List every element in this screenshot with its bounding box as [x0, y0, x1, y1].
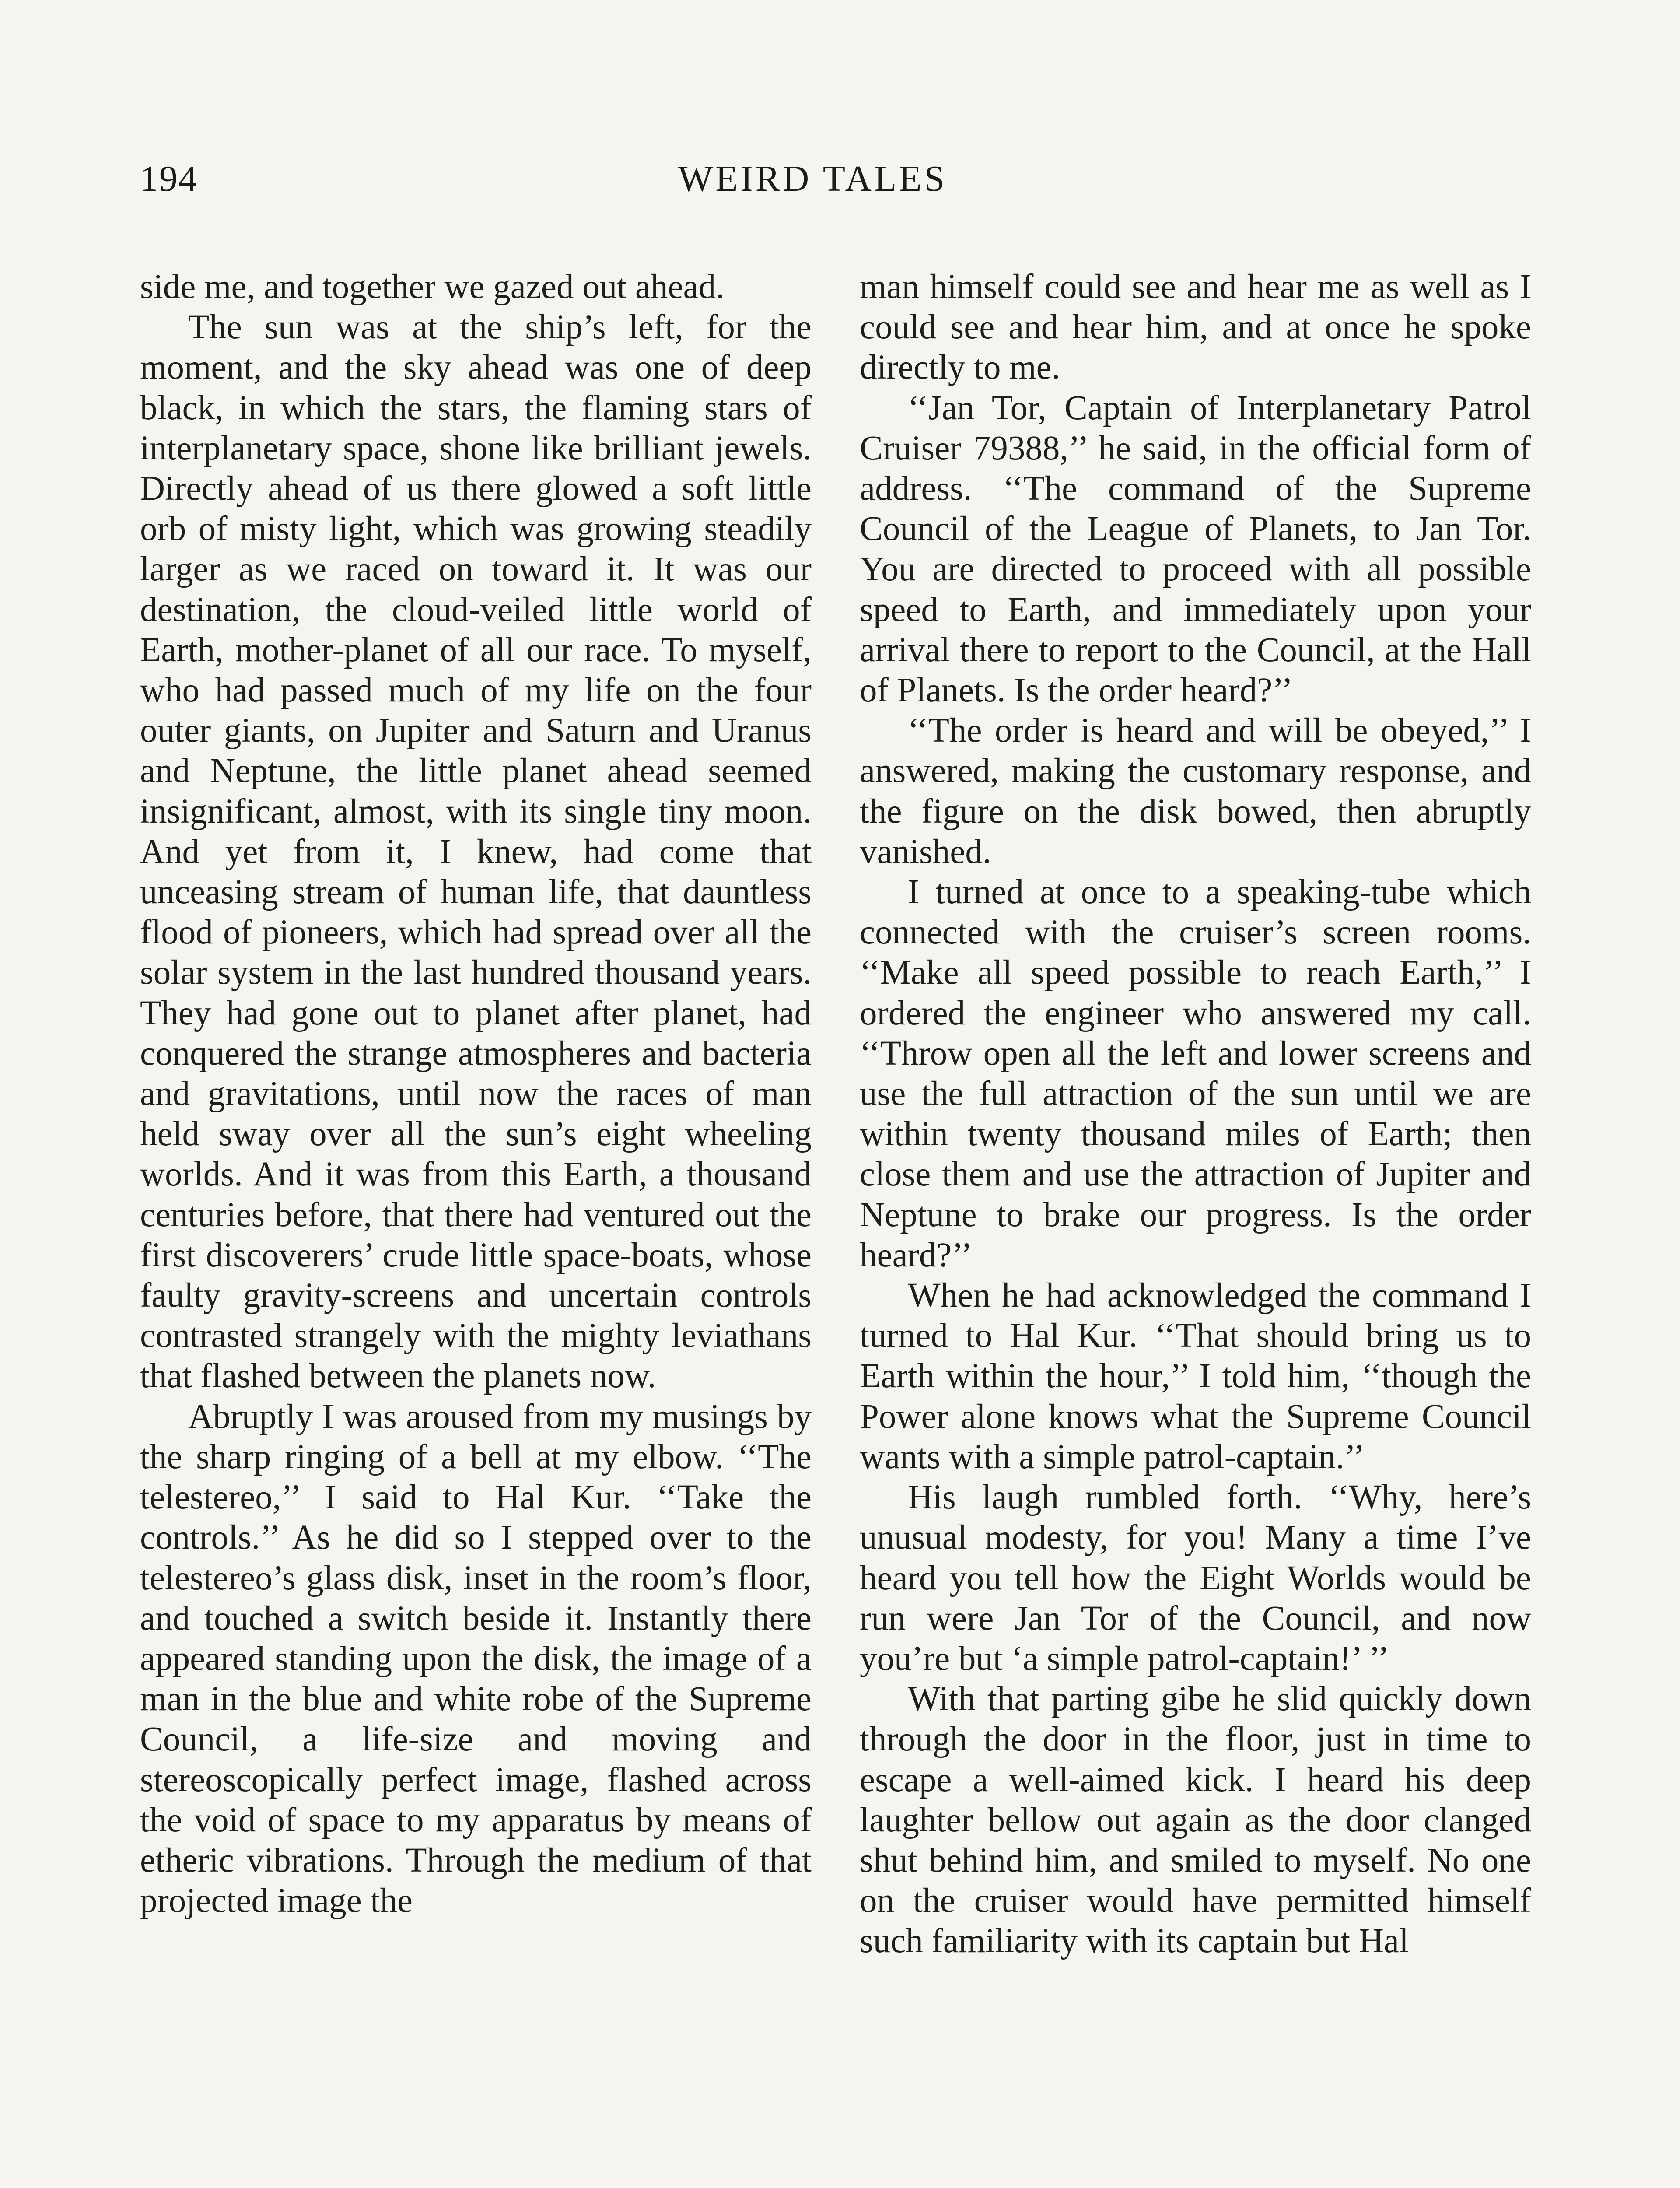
- paragraph: man himself could see and hear me as well as I could see and hear him, and at once he spoke directly to me.: [860, 268, 1531, 387]
- paragraph: His laugh rumbled forth. ‘‘Why, here’s unusual modesty, for you! Many a time I’ve heard you tell how the Eight Worlds would be run were Jan Tor of the Council, and now you’re but ‘a simple patrol-captain!’ ’’: [860, 1478, 1531, 1678]
- running-title: WEIRD TALES: [678, 158, 948, 199]
- paragraph: When he had acknowledged the command I turned to Hal Kur. ‘‘That should bring us to Earth within the hour,’’ I told him, ‘‘though the Power alone knows what the Supreme Council wants with a simple patrol-captain.’’: [860, 1276, 1531, 1476]
- paragraph: side me, and together we gazed out ahead.: [140, 268, 724, 306]
- left-column: [140, 267, 812, 2188]
- text-columns: [140, 267, 1549, 2188]
- paragraph: I turned at once to a speaking-tube which connected with the cruiser’s screen rooms. ‘‘Make all speed possible to reach Earth,’’ I ordered the engineer who answered my call. ‘‘Throw open all the left and lower screens and use the full attraction of the sun until we are within twenty thousand miles of Earth; then close them and use the attraction of Jupiter and Neptune to brake our progress. Is the order heard?’’: [860, 873, 1531, 1274]
- page-header: [140, 158, 1549, 219]
- paragraph: Abruptly I was aroused from my musings by the sharp ringing of a bell at my elbow. ‘‘The telestereo,’’ I said to Hal Kur. ‘‘Take the controls.’’ As he did so I stepped over to the telestereo’s glass disk, inset in the room’s floor, and touched a switch beside it. Instantly there appeared standing upon the disk, the image of a man in the blue and white robe of the Supreme Council, a life-size and moving and stereoscopically perfect image, flashed across the void of space to my apparatus by means of etheric vibrations. Through the medium of that projected image the: [140, 1397, 812, 1920]
- paragraph: The sun was at the ship’s left, for the moment, and the sky ahead was one of deep black, in which the stars, the flaming stars of interplanetary space, shone like brilliant jewels. Directly ahead of us there glowed a soft little orb of misty light, which was growing steadily larger as we raced on toward it. It was our destination, the cloud-veiled little world of Earth, mother-planet of all our race. To myself, who had passed much of my life on the four outer giants, on Jupiter and Saturn and Uranus and Neptune, the little planet ahead seemed insignificant, almost, with its single tiny moon. And yet from it, I knew, had come that unceasing stream of human life, that dauntless flood of pioneers, which had spread over all the solar system in the last hundred thousand years. They had gone out to planet after planet, had conquered the strange atmospheres and bacteria and gravitations, until now the races of man held sway over all the sun’s eight wheeling worlds. And it was from this Earth, a thousand centuries before, that there had ventured out the first discoverers’ crude little space-boats, whose faulty gravity-screens and uncertain controls contrasted strangely with the mighty leviathans that flashed between the planets now.: [140, 308, 812, 1396]
- paragraph: ‘‘Jan Tor, Captain of Interplanetary Patrol Cruiser 79388,’’ he said, in the official form of address. ‘‘The command of the Supreme Council of the League of Planets, to Jan Tor. You are directed to proceed with all possible speed to Earth, and immediately upon your arrival there to report to the Council, at the Hall of Planets. Is the order heard?’’: [860, 389, 1531, 710]
- paragraph: With that parting gibe he slid quickly down through the door in the floor, just in time to escape a well-aimed kick. I heard his deep laughter bellow out again as the door clanged shut behind him, and smiled to myself. No one on the cruiser would have permitted himself such familiarity with its captain but Hal: [860, 1680, 1531, 1960]
- page-number: 194: [140, 158, 198, 199]
- right-column: [860, 267, 1531, 2188]
- paragraph: ‘‘The order is heard and will be obeyed,’’ I answered, making the customary response, and the figure on the disk bowed, then abruptly vanished.: [860, 712, 1531, 871]
